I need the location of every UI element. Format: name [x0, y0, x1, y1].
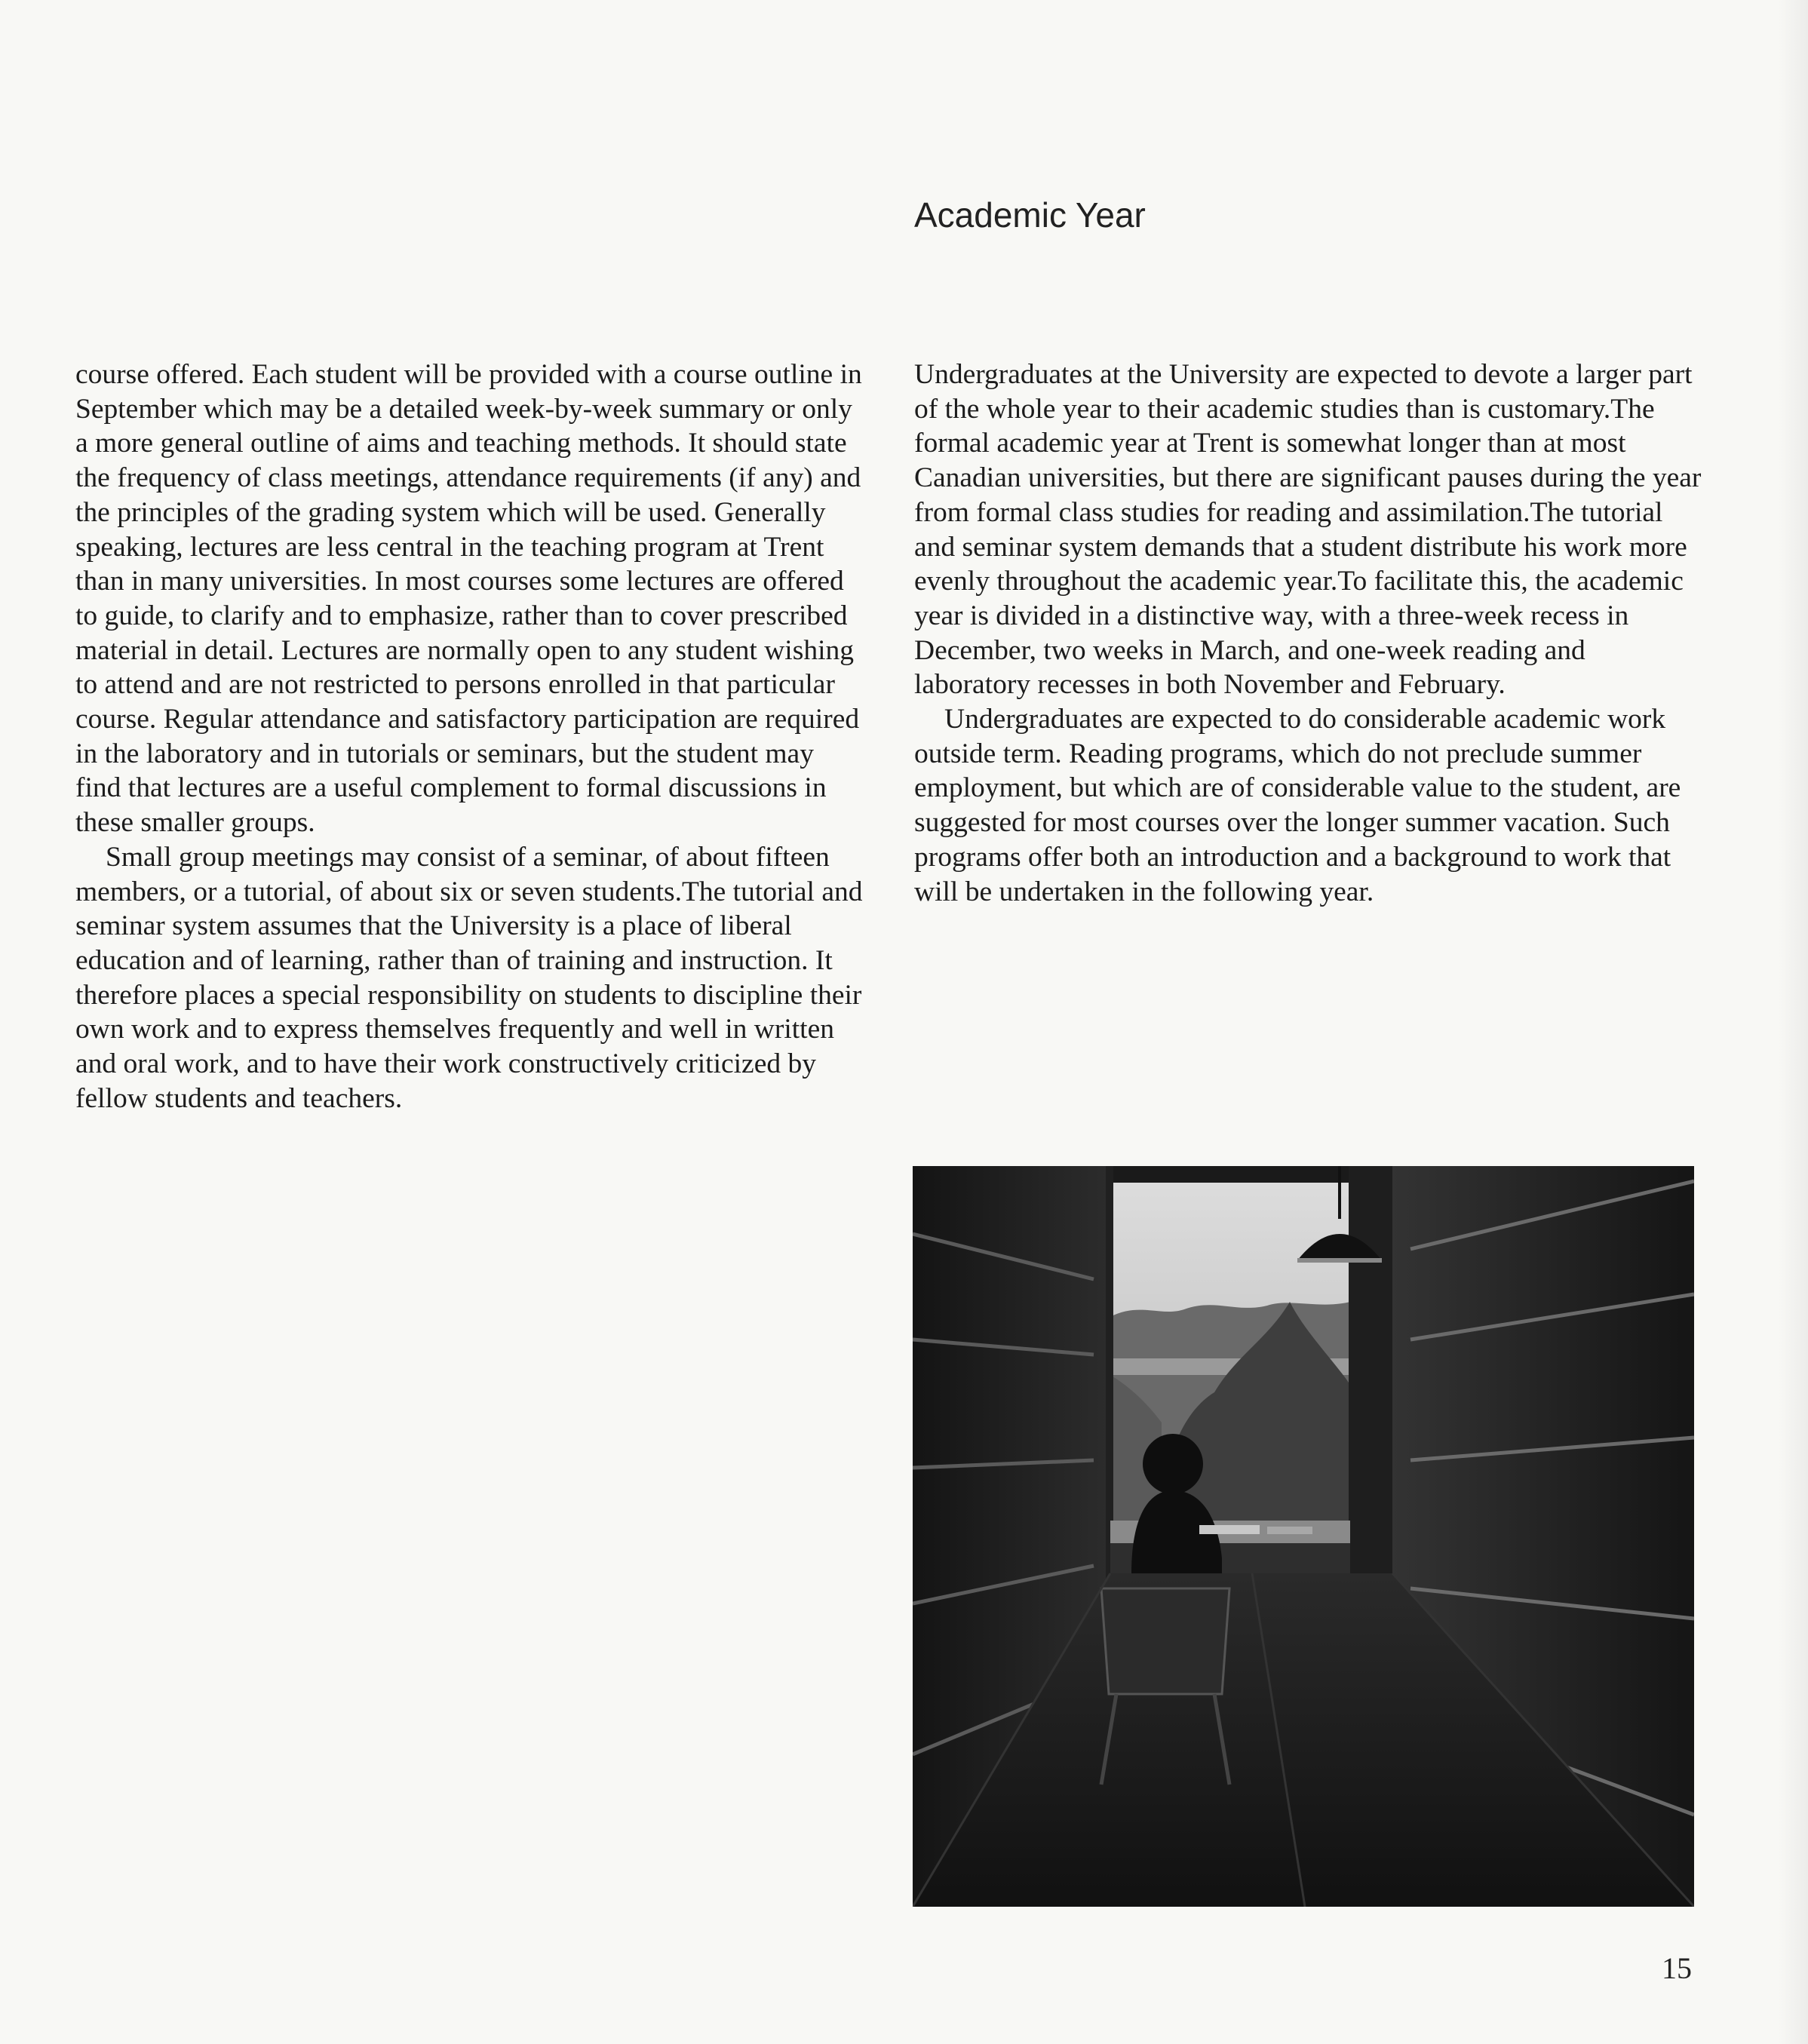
library-photo-illustration — [913, 1166, 1694, 1907]
paragraph: Small group meetings may consist of a seminar, of about fifteen members, or a tutorial, of about six or seven students.The tutorial and seminar system assumes that the University is a place of liberal education and of learning, rather than of training and instruction. It therefore places a special responsibility on students to discipline their own work and to express themselves frequently and well in written and oral work, and to have their work constructively criticized by fellow students and teachers. — [75, 841, 863, 1114]
page-edge-shadow — [1778, 0, 1808, 2044]
section-heading: Academic Year — [914, 195, 1146, 235]
page-number: 15 — [1662, 1951, 1692, 1985]
right-text-column — [914, 358, 1702, 909]
paragraph: course offered. Each student will be provided with a course outline in September which may be a detailed week-by-week summary or only a more general outline of aims and teaching methods. It should state the frequency of class meetings, attendance requirements (if any) and the principles of the grading system which will be used. Generally speaking, lectures are less central in the teaching program at Trent than in many universities. In most courses some lectures are offered to guide, to clarify and to emphasize, rather than to cover prescribed material in detail. Lectures are normally open to any student wishing to attend and are not restricted to persons enrolled in that particular course. Regular attendance and satisfactory participation are required in the laboratory and in tutorials or seminars, but the student may find that lectures are a useful complement to formal discussions in these smaller groups. — [75, 359, 862, 839]
paragraph: Undergraduates are expected to do considerable academic work outside term. Reading programs, which do not preclude summer employment, but which are of considerable value to the student, are suggested for most courses over the longer summer vacation. Such programs offer both an introduction and a background to work that will be undertaken in the following year. — [914, 704, 1681, 907]
paragraph: Undergraduates at the University are expected to devote a larger part of the whole year to their academic studies than is customary.The formal academic year at Trent is somewhat longer than at most Canadian universities, but there are significant pauses during the year from formal class studies for reading and assimilation.The tutorial and seminar system demands that a student distribute his work more evenly throughout the academic year.To facilitate this, the academic year is divided in a distinctive way, with a three-week recess in December, two weeks in March, and one-week reading and laboratory recesses in both November and February. — [914, 359, 1702, 701]
left-text-column — [75, 358, 864, 1116]
library-photo — [913, 1166, 1694, 1907]
